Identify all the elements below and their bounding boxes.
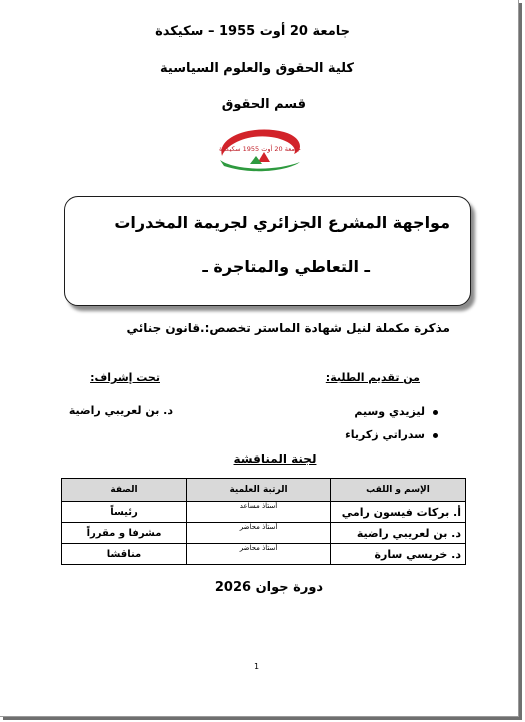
bullet-icon xyxy=(433,433,438,438)
department-name: قسم الحقوق xyxy=(221,97,306,112)
logo-text: جامعة 20 أوت 1955 سكيكدة xyxy=(219,145,301,153)
committee-heading: لجنة المناقشة xyxy=(233,452,317,466)
member-role: مشرفا و مقرراً xyxy=(62,523,187,544)
table-row xyxy=(62,544,466,565)
session-label: دورة جوان 2026 xyxy=(214,580,324,595)
title-box xyxy=(64,196,471,306)
column-header-rank: الرتبة العلمية xyxy=(187,479,331,502)
member-role: رئيساً xyxy=(62,502,187,523)
table-header-row xyxy=(62,479,466,502)
bullet-icon xyxy=(433,410,438,415)
table-row xyxy=(62,523,466,544)
committee-table xyxy=(61,478,466,565)
page-number: 1 xyxy=(254,662,260,671)
student-name: ليزيدي وسيم xyxy=(354,405,425,418)
student-item xyxy=(354,405,438,418)
thesis-title-line-2: ـ التعاطي والمتاجرة ـ xyxy=(202,257,370,276)
university-logo xyxy=(214,126,306,174)
member-rank: أستاذ محاضر xyxy=(187,523,331,544)
supervisor-name: د. بن لعريبي راضية xyxy=(68,404,173,417)
students-heading: من تقديم الطلبة: xyxy=(325,371,420,384)
member-name: أ. بركات فيسون رامي xyxy=(331,502,466,523)
student-name: سدراتي زكرياء xyxy=(345,428,425,441)
member-name: د. بن لعريبي راضية xyxy=(331,523,466,544)
student-item xyxy=(345,428,438,441)
supervisor-heading: تحت إشراف: xyxy=(90,371,160,384)
thesis-title-line-1: مواجهة المشرع الجزائري لجريمة المخدرات xyxy=(114,213,450,232)
faculty-name: كلية الحقوق والعلوم السياسية xyxy=(160,61,354,76)
column-header-name: الإسم و اللقب xyxy=(331,479,466,502)
university-name: جامعة 20 أوت 1955 – سكيكدة xyxy=(155,24,350,39)
column-header-role: الصفة xyxy=(62,479,187,502)
member-rank: أستاذ مساعد xyxy=(187,502,331,523)
table-row xyxy=(62,502,466,523)
member-name: د. خريسي سارة xyxy=(331,544,466,565)
member-rank: أستاذ محاضر xyxy=(187,544,331,565)
memo-description: مذكرة مكملة لنيل شهادة الماستر تخصص:.قانون جنائي xyxy=(126,321,450,335)
member-role: مناقشا xyxy=(62,544,187,565)
